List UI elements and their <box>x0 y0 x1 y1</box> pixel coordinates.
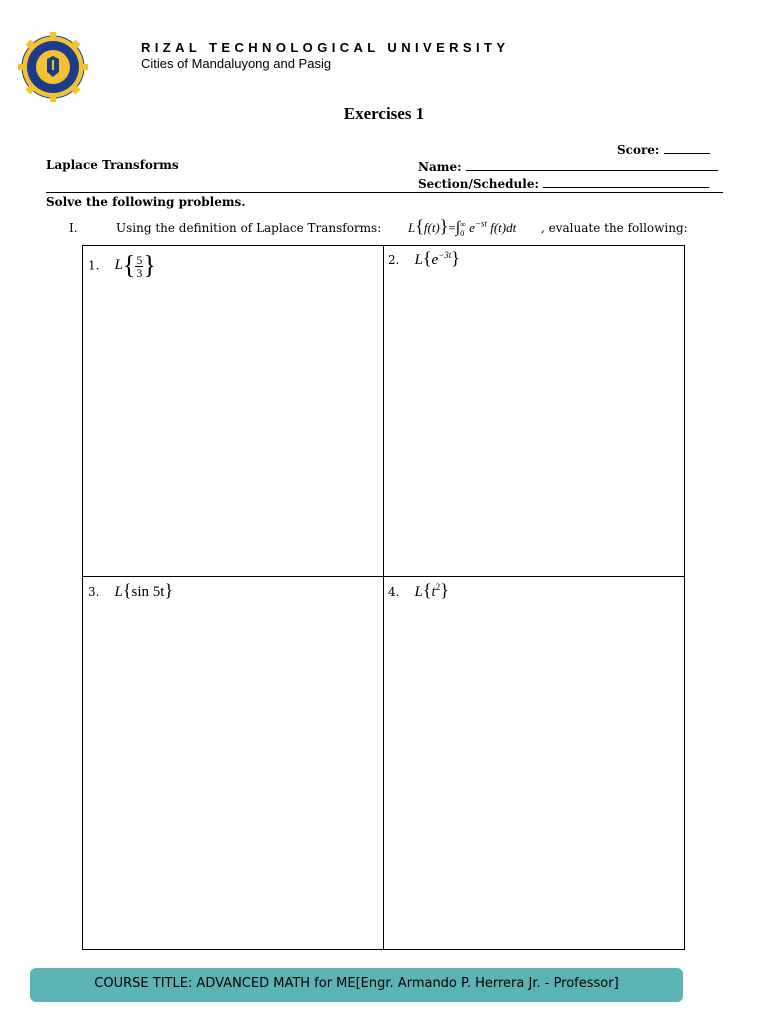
problem-number: 1. <box>88 258 100 273</box>
divider <box>46 192 723 193</box>
score-field <box>617 141 710 157</box>
problem-letter: L <box>114 257 123 274</box>
university-name: RIZAL TECHNOLOGICAL UNIVERSITY <box>141 40 510 55</box>
grid-horizontal-divider <box>82 576 685 577</box>
problem-argument: sin 5t <box>131 584 165 600</box>
problem-2 <box>388 248 460 269</box>
university-subtitle: Cities of Mandaluyong and Pasig <box>141 56 332 71</box>
problem-expression: L{ $\frac{5}{3}$ } <box>114 251 156 280</box>
problem-number: 2. <box>388 253 400 267</box>
page-title: Exercises 1 <box>343 104 425 123</box>
fraction-denominator: 3 <box>136 265 143 280</box>
problem-expression: $L\{t^2\}$ <box>414 580 449 600</box>
problem-exponent: 2 <box>435 582 441 592</box>
formula-tail: f(t)dt <box>490 220 517 235</box>
problem-letter: L <box>414 584 423 600</box>
name-blank <box>466 158 718 171</box>
formula-exponent: −st <box>474 218 487 229</box>
problem-number: 3. <box>88 585 100 599</box>
part-prompt: Using the definition of Laplace Transforms: <box>116 221 382 235</box>
score-blank <box>664 141 710 154</box>
problem-1 <box>88 251 156 281</box>
score-label: Score: <box>617 143 660 157</box>
part-numeral: I. <box>69 221 78 235</box>
formula-letter: L <box>408 220 416 235</box>
problem-3 <box>88 580 173 601</box>
part-prompt-tail: , evaluate the following: <box>541 221 688 235</box>
formula-lhs-arg: f(t) <box>423 220 440 235</box>
problem-base: t <box>431 584 436 600</box>
problem-base: e <box>431 252 439 268</box>
section-blank <box>543 175 709 188</box>
problem-letter: L <box>114 584 123 600</box>
formula-upper: ∞ <box>460 220 466 230</box>
section-field <box>418 175 709 191</box>
formula-lower: 0 <box>460 229 465 239</box>
instruction-text: Solve the following problems. <box>46 195 246 209</box>
fraction-numerator: 5 <box>136 252 143 267</box>
laplace-definition-formula: L{f(t)}=∫ ∞ 0 $e^{-st}$ f(t)dt <box>408 216 517 239</box>
university-seal-icon <box>18 32 88 102</box>
name-field <box>418 158 718 174</box>
section-label: Section/Schedule: <box>418 177 539 191</box>
name-label: Name: <box>418 160 462 174</box>
problem-number: 4. <box>388 585 400 599</box>
problem-expression: $L\{e^{-3t}\}$ <box>414 248 460 268</box>
topic-label: Laplace Transforms <box>46 158 179 172</box>
problem-4 <box>388 580 449 601</box>
course-footer-text: COURSE TITLE: ADVANCED MATH for ME[Engr. Armando P. Herrera Jr. - Professor] <box>94 976 619 991</box>
grid-vertical-divider <box>383 245 384 950</box>
problem-expression: L{sin 5t} <box>114 580 174 600</box>
problem-letter: L <box>414 252 423 268</box>
formula-integrand: e <box>469 220 475 235</box>
problem-exponent: −3t <box>438 250 452 260</box>
